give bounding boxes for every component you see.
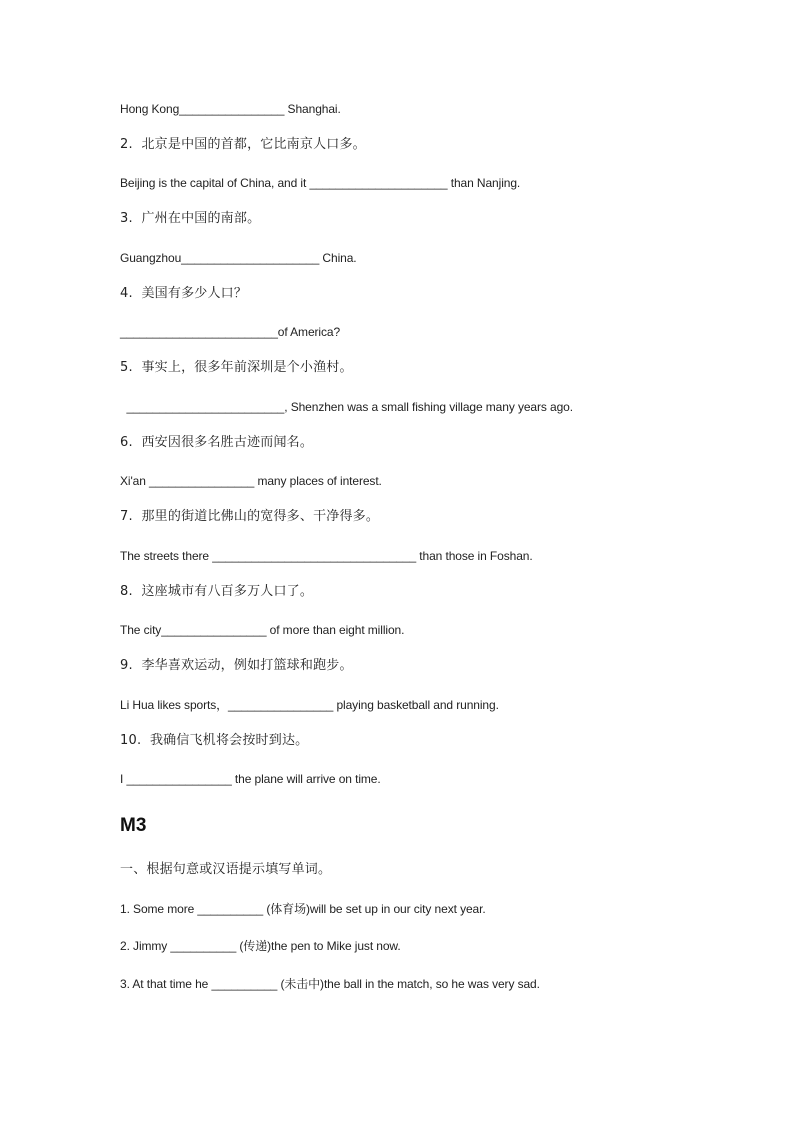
answer-line-5: ________________________, Shenzhen was a small fishing village many years ago. <box>120 400 573 414</box>
question-2-prompt: 2. 北京是中国的首都，它比南京人口多。 <box>120 137 366 152</box>
answer-line-2: Beijing is the capital of China, and it _____________________ than Nanjing. <box>120 176 521 190</box>
section-instruction: 一、根据句意或汉语提示填写单词。 <box>120 862 332 877</box>
question-6-prompt: 6. 西安因很多名胜古迹而闻名。 <box>120 435 314 450</box>
exercise-item-2: 2. Jimmy __________ (传递)the pen to Mike just now. <box>120 939 401 953</box>
answer-line-3: Guangzhou_____________________ China. <box>120 251 357 265</box>
answer-line-6: Xi'an ________________ many places of interest. <box>120 474 382 488</box>
question-5-prompt: 5. 事实上，很多年前深圳是个小渔村。 <box>120 360 353 375</box>
question-10-prompt: 10. 我确信飞机将会按时到达。 <box>120 733 309 748</box>
question-9-prompt: 9. 李华喜欢运动，例如打篮球和跑步。 <box>120 658 353 673</box>
section-heading: M3 <box>120 815 147 836</box>
question-3-prompt: 3. 广州在中国的南部。 <box>120 211 261 226</box>
answer-line-4: ________________________of America? <box>120 325 341 339</box>
question-8-prompt: 8. 这座城市有八百多万人口了。 <box>120 584 314 599</box>
answer-line-7: The streets there _______________________________ than those in Foshan. <box>120 549 533 563</box>
answer-line-1: Hong Kong________________ Shanghai. <box>120 102 341 116</box>
answer-line-9: Li Hua likes sports，________________ playing basketball and running. <box>120 698 499 712</box>
exercise-item-1: 1. Some more __________ (体育场)will be set up in our city next year. <box>120 902 486 916</box>
question-4-prompt: 4. 美国有多少人口？ <box>120 286 248 301</box>
answer-line-10: I ________________ the plane will arrive on time. <box>120 772 381 786</box>
exercise-item-3: 3. At that time he __________ (未击中)the ball in the match, so he was very sad. <box>120 977 540 991</box>
question-7-prompt: 7. 那里的街道比佛山的宽得多、干净得多。 <box>120 509 380 524</box>
answer-line-8: The city________________ of more than eight million. <box>120 623 405 637</box>
